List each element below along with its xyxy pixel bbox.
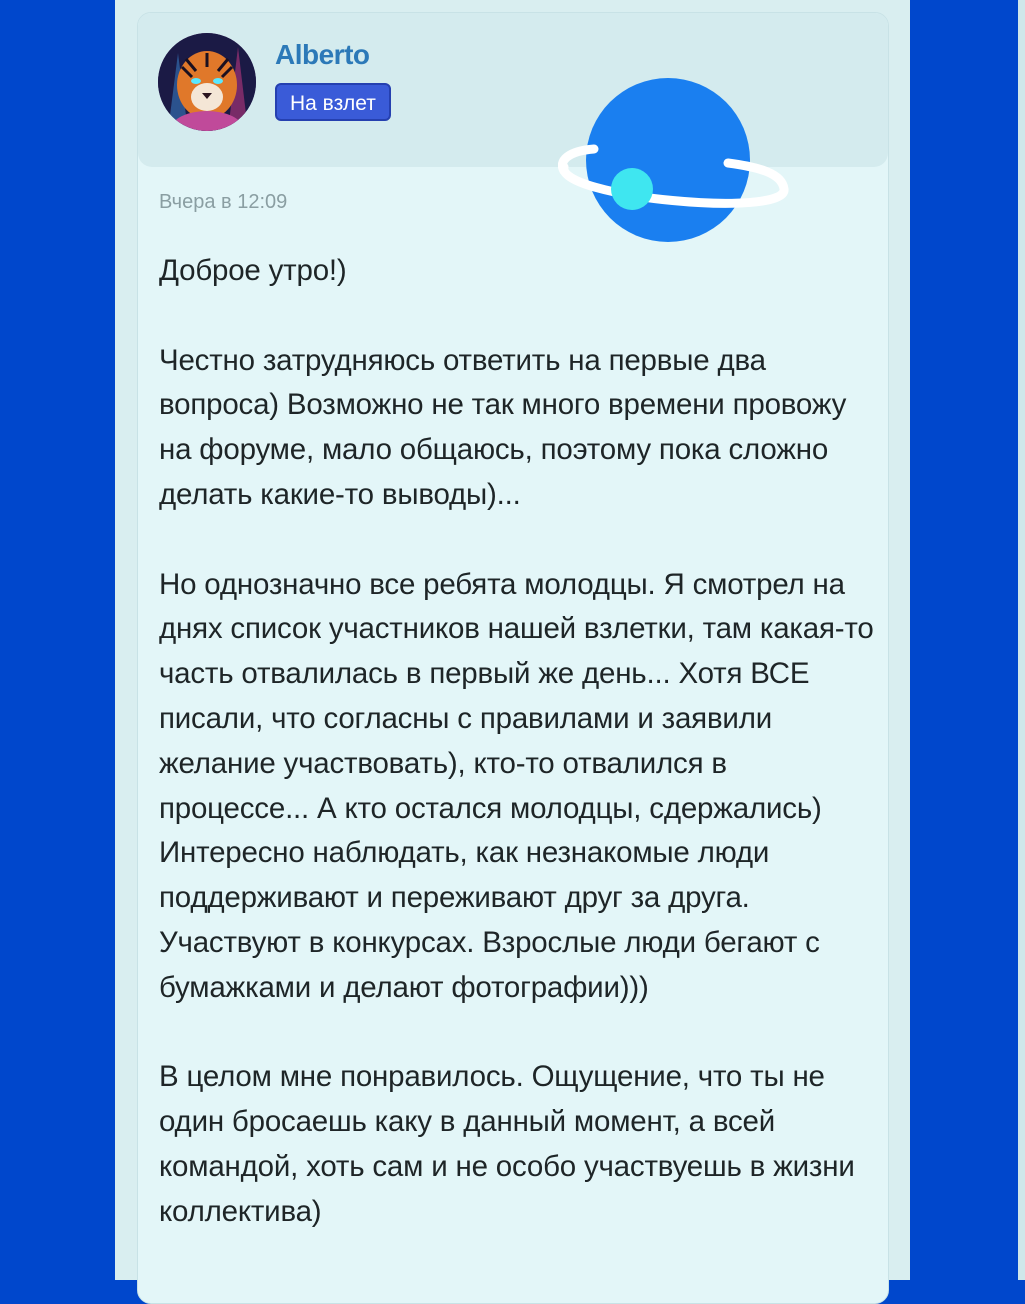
user-rank-badge: На взлет <box>275 83 391 121</box>
page-panel <box>115 0 910 1280</box>
post-paragraph: Но однозначно все ребята молодцы. Я смотрел на днях список участников нашей взлетки, там какая-то часть отвалилась в первый же день... Хотя ВСЕ писали, что согласны с правилами и заявили желание участвовать), кто-то отвалился в процессе... А кто остался молодцы, сдержались) Интересно наблюдать, как незнакомые люди поддерживают и переживают друг за друга. Участвуют в конкурсах. Взрослые люди бегают с бумажками и делают фотографии))) <box>159 567 874 1004</box>
post-timestamp[interactable]: Вчера в 12:09 <box>159 191 288 213</box>
user-avatar[interactable] <box>158 33 256 131</box>
username-link[interactable]: Alberto <box>275 39 370 70</box>
planet-icon <box>558 77 794 247</box>
post-card <box>137 12 889 1304</box>
post-paragraph: Честно затрудняюсь ответить на первые два вопроса) Возможно не так много времени провожу на форуме, мало общаюсь, поэтому пока сложно делать какие-то выводы)... <box>159 343 847 511</box>
post-message-body <box>159 249 874 1279</box>
tiger-avatar-icon <box>158 33 256 131</box>
post-paragraph: В целом мне понравилось. Ощущение, что ты не один бросаешь каку в данный момент, а всей командой, хоть сам и не особо участвуешь в жизни коллектива) <box>159 1060 855 1228</box>
side-divider <box>1018 0 1025 1280</box>
post-paragraph: Доброе утро!) <box>159 254 347 287</box>
